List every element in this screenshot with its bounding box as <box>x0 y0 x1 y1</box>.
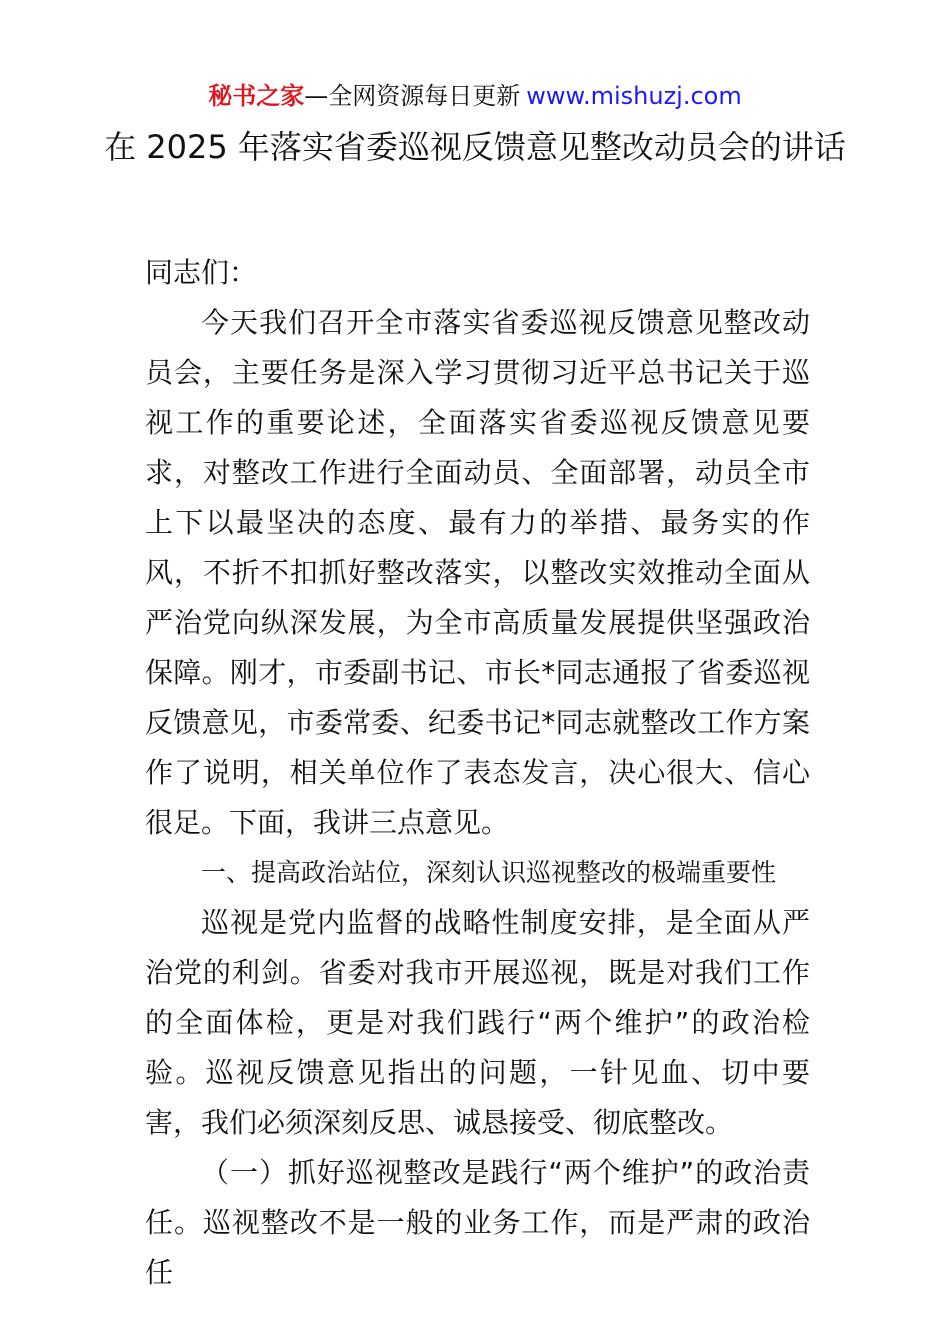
site-tagline: —全网资源每日更新 <box>304 82 521 110</box>
document-title: 在 2025 年落实省委巡视反馈意见整改动员会的讲话 <box>104 128 846 166</box>
site-header <box>0 80 950 112</box>
site-brand: 秘书之家 <box>208 82 305 110</box>
opening-paragraph: 今天我们召开全市落实省委巡视反馈意见整改动员会，主要任务是深入学习贯彻习近平总书记关于巡视工作的重要论述，全面落实省委巡视反馈意见要求，对整改工作进行全面动员、全面部署，动员全市上下以最坚决的态度、最有力的举措、最务实的作风，不折不扣抓好整改落实，以整改实效推动全面从严治党向纵深发展，为全市高质量发展提供坚强政治保障。刚才，市委副书记、市长*同志通报了省委巡视反馈意见，市委常委、纪委书记*同志就整改工作方案作了说明，相关单位作了表态发言，决心很大、信心很足。下面，我讲三点意见。 <box>145 306 810 839</box>
document-body <box>145 248 810 1298</box>
subsection-1-paragraph: （一）抓好巡视整改是践行“两个维护”的政治责任。巡视整改不是一般的业务工作，而是严肃的政治任 <box>145 1156 810 1289</box>
section-1-paragraph: 巡视是党内监督的战略性制度安排，是全面从严治党的利剑。省委对我市开展巡视，既是对我们工作的全面体检，更是对我们践行“两个维护”的政治检验。巡视反馈意见指出的问题，一针见血、切中要害，我们必须深刻反思、诚恳接受、彻底整改。 <box>145 906 810 1139</box>
salutation: 同志们： <box>145 256 258 289</box>
site-url-link[interactable]: www.mishuzj.com <box>526 82 742 110</box>
section-heading-1: 一、提高政治站位，深刻认识巡视整改的极端重要性 <box>201 858 777 887</box>
